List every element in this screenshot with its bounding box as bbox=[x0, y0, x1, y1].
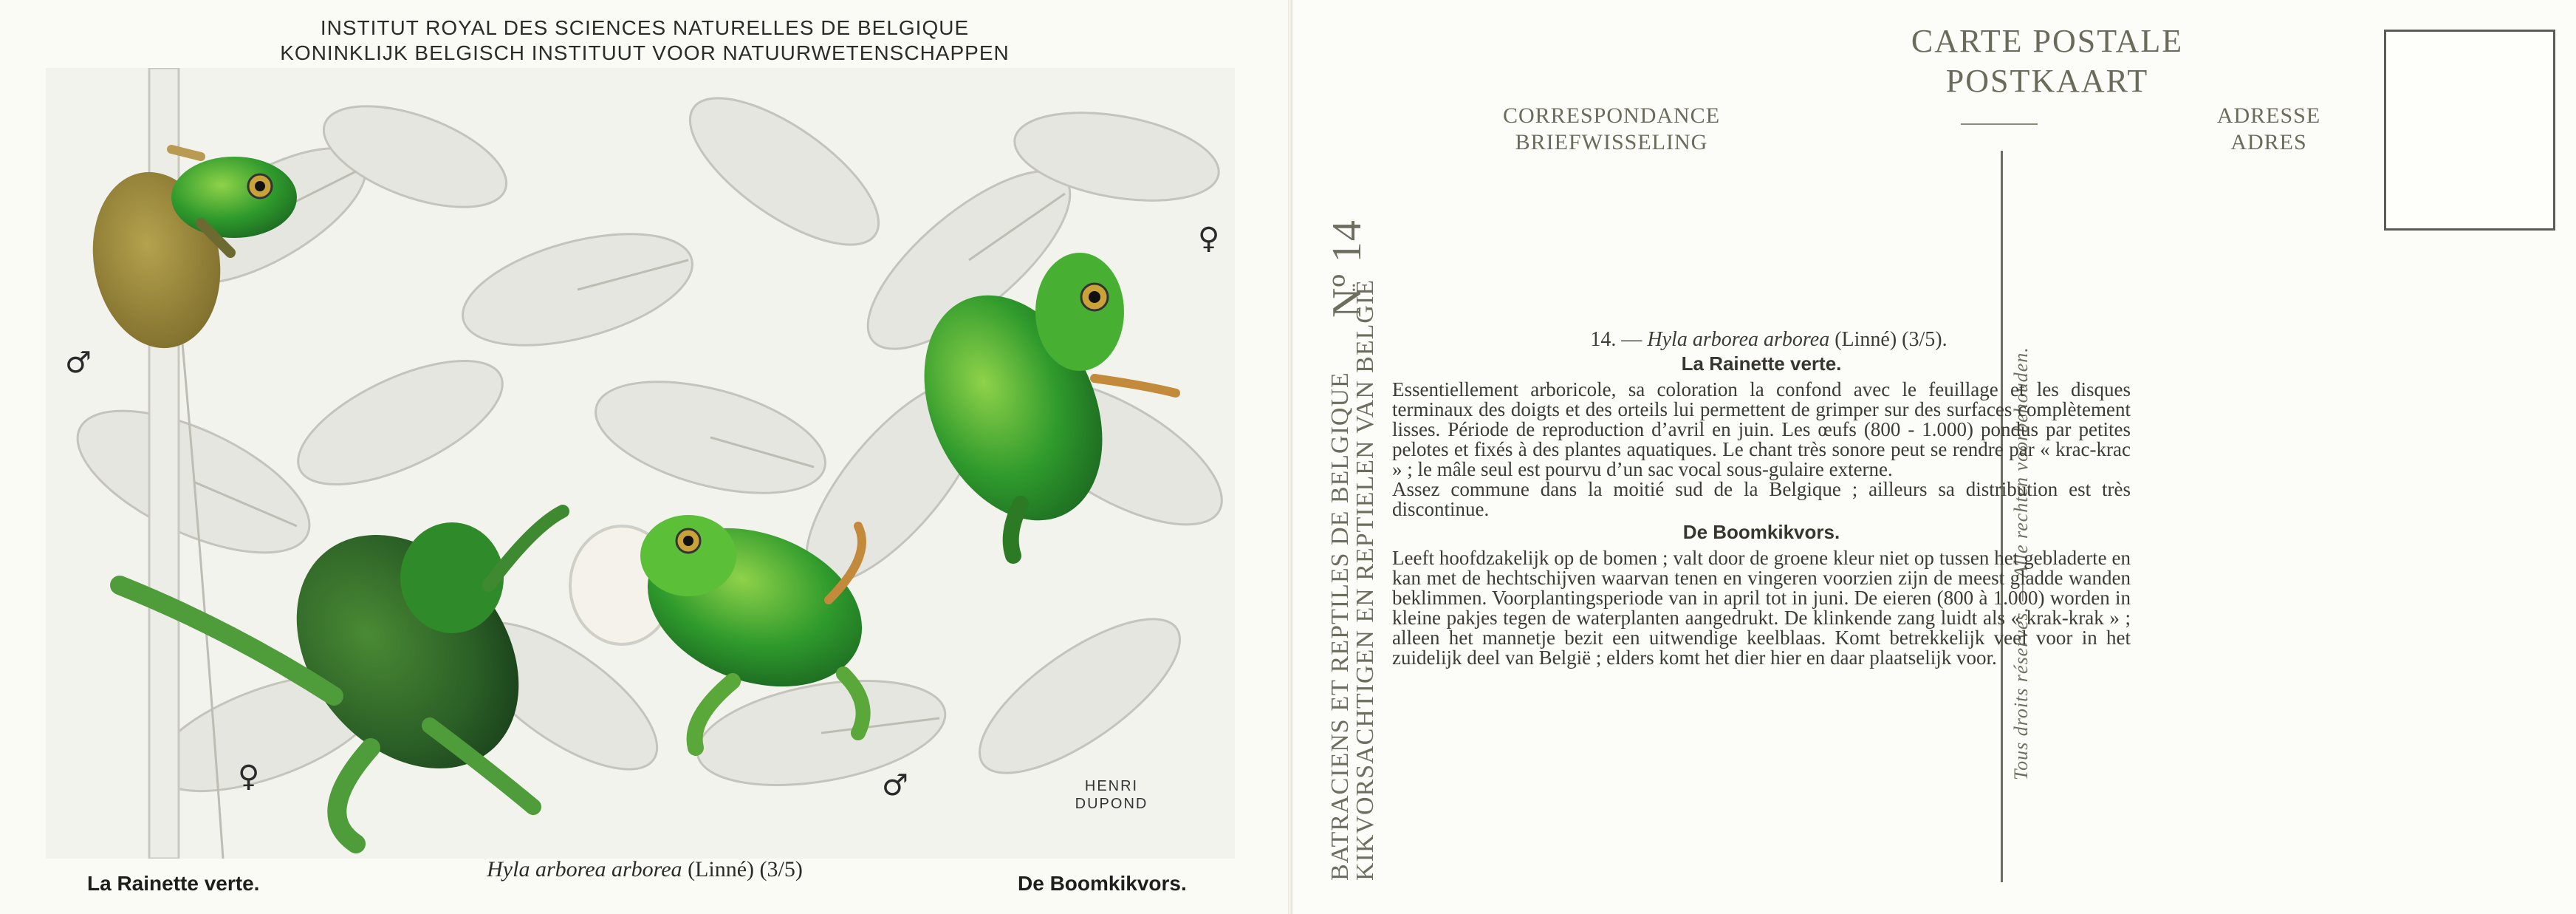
caption-scientific-name: Hyla arborea arborea (Linné) (3/5) bbox=[487, 857, 803, 881]
caption-french-name: La Rainette verte. bbox=[87, 872, 260, 895]
rights-notice: Tous droits réservés. — Alle rechten voorbehouden. bbox=[2010, 347, 2032, 780]
postcard-fold-divider bbox=[1288, 0, 1292, 914]
series-number: Nº 14 bbox=[1324, 219, 1370, 318]
female-symbol: ♀ bbox=[238, 760, 260, 794]
male-symbol: ♂ bbox=[65, 346, 92, 380]
series-title-nl: KIKVORSACHTIGEN EN REPTIELEN VAN BELGIË bbox=[1352, 279, 1379, 881]
title-postkaart: POSTKAART bbox=[1945, 63, 2149, 99]
title-carte-postale: CARTE POSTALE bbox=[1911, 23, 2184, 59]
female-symbol: ♀ bbox=[1198, 222, 1220, 256]
species-description bbox=[1392, 330, 2131, 668]
label-briefwisseling: BRIEFWISSELING bbox=[1515, 130, 1708, 154]
frog-illustration bbox=[46, 68, 1235, 859]
institute-name-fr: INSTITUT ROYAL DES SCIENCES NATURELLES DE BELGIQUE bbox=[320, 16, 970, 39]
caption-dutch-name: De Boomkikvors. bbox=[1018, 872, 1187, 895]
dutch-section-title: De Boomkikvors. bbox=[1682, 521, 1840, 543]
label-adresse: ADRESSE bbox=[2216, 103, 2321, 128]
male-symbol: ♂ bbox=[882, 768, 908, 802]
institute-name-nl: KONINKLIJK BELGISCH INSTITUUT VOOR NATUURWETENSCHAPPEN bbox=[280, 41, 1010, 64]
french-section-title: La Rainette verte. bbox=[1681, 352, 1842, 375]
label-adres: ADRES bbox=[2230, 130, 2307, 154]
french-paragraph: Assez commune dans la moitié sud de la Belgique ; ailleurs sa distribution est très discontinue. bbox=[1392, 478, 2131, 520]
label-correspondance: CORRESPONDANCE bbox=[1502, 103, 1721, 128]
french-paragraph: Essentiellement arboricole, sa coloration la confond avec le feuillage et les disques terminaux des doigts et des orteils lui permettent de grimper sur des surfaces complètement lisses. Période de reproduction d’avril en juin. Les œufs (800 - 1.000) pondus par petites pelotes et fixés à des plantes aquatiques. Le chant très sonore peut se rendre par « krac-krac » ; le mâle seul est pourvu d’un sac vocal sous-gulaire externe. bbox=[1392, 378, 2131, 480]
dutch-paragraph: Leeft hoofdzakelijk op de bomen ; valt door de groene kleur niet op tussen het gebladerte en kan met de hechtschijven waarvan tenen en vingeren voorzien zijn de meest gladde wanden beklimmen. Voorplantingsperiode van in april tot in juni. De eieren (800 à 1.000) worden in kleine pakjes tegen de waterplanten aangedrukt. De klinkende zang luidt als « krak-krak » ; alleen het mannetje bezit een uitwendige keelblaas. Komt betrekkelijk veel voor in het zuidelijk deel van België ; elders komt het dier hier en daar plaatselijk voor. bbox=[1392, 547, 2131, 669]
entry-heading: 14. — Hyla arborea arborea (Linné) (3/5). bbox=[1590, 328, 1948, 351]
postcard-back bbox=[1294, 0, 2576, 914]
header-divider bbox=[1961, 123, 2038, 125]
stamp-box bbox=[2384, 30, 2555, 231]
series-title-fr: BATRACIENS ET REPTILES DE BELGIQUE bbox=[1326, 372, 1354, 881]
artist-signature: HENRI DUPOND bbox=[1075, 778, 1148, 812]
